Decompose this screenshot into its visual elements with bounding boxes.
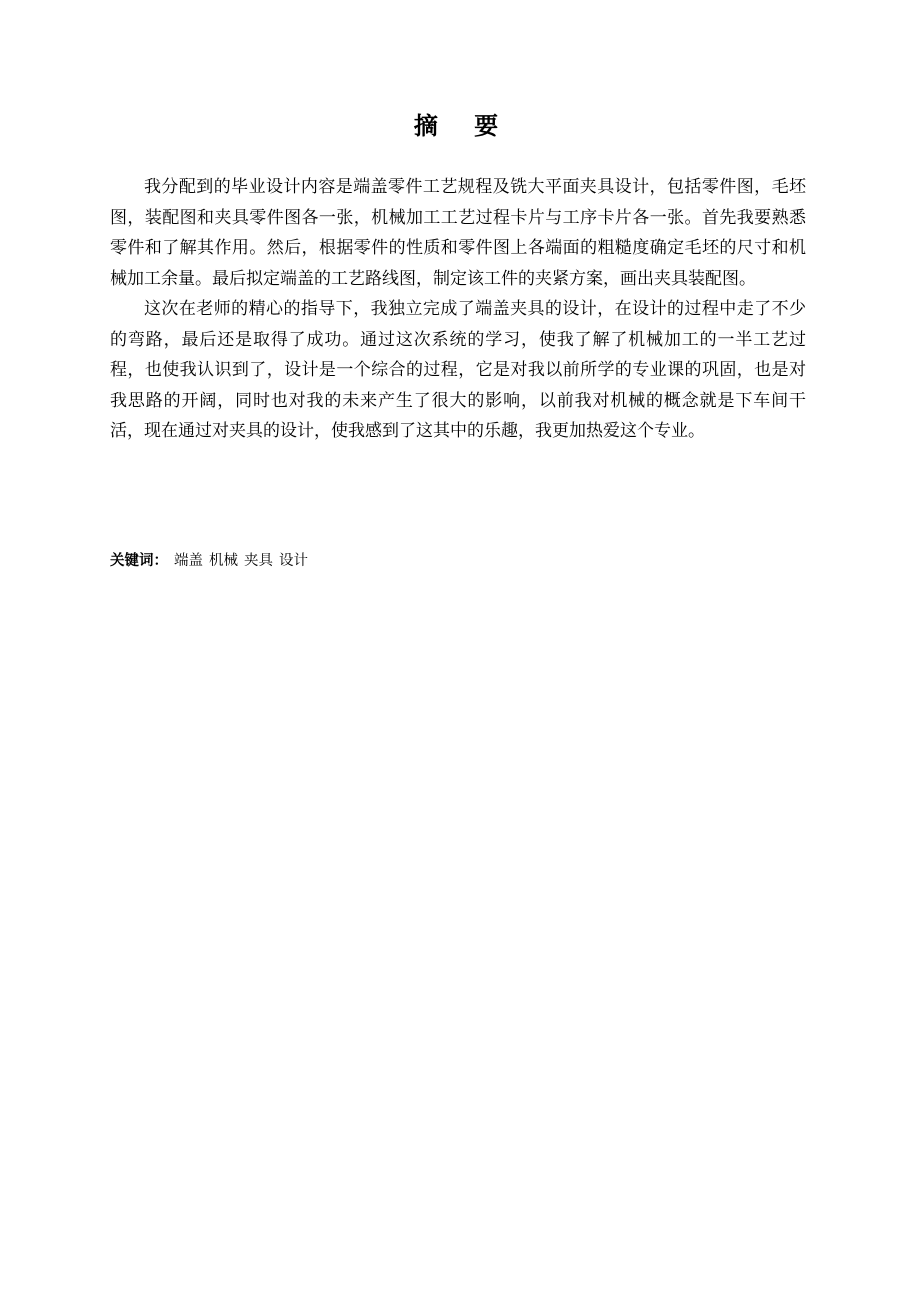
keyword-item: 设计 bbox=[279, 553, 308, 569]
abstract-paragraph-2: 这次在老师的精心的指导下，我独立完成了端盖夹具的设计，在设计的过程中走了不少的弯路，最后还是取得了成功。通过这次系统的学习，使我了解了机械加工的一半工艺过程，也使我认识到了，设计是一个综合的过程，它是对我以前所学的专业课的巩固，也是对我思路的开阔，同时也对我的未来产生了很大的影响，以前我对机械的概念就是下车间干活，现在通过对夹具的设计，使我感到了这其中的乐趣，我更加热爱这个专业。 bbox=[110, 299, 806, 441]
keywords-label: 关键词： bbox=[110, 553, 168, 569]
keyword-item: 机械 bbox=[209, 553, 238, 569]
abstract-body bbox=[110, 172, 806, 447]
abstract-paragraph-1: 我分配到的毕业设计内容是端盖零件工艺规程及铣大平面夹具设计，包括零件图，毛坯图，装配图和夹具零件图各一张，机械加工工艺过程卡片与工序卡片各一张。首先我要熟悉零件和了解其作用。然后，根据零件的性质和零件图上各端面的粗糙度确定毛坯的尺寸和机械加工余量。最后拟定端盖的工艺路线图，制定该工件的夹紧方案，画出夹具装配图。 bbox=[110, 177, 806, 289]
page-title: 摘 要 bbox=[413, 112, 513, 140]
keyword-item: 夹具 bbox=[244, 553, 273, 569]
keywords-line bbox=[110, 549, 308, 573]
keyword-item: 端盖 bbox=[174, 553, 203, 569]
